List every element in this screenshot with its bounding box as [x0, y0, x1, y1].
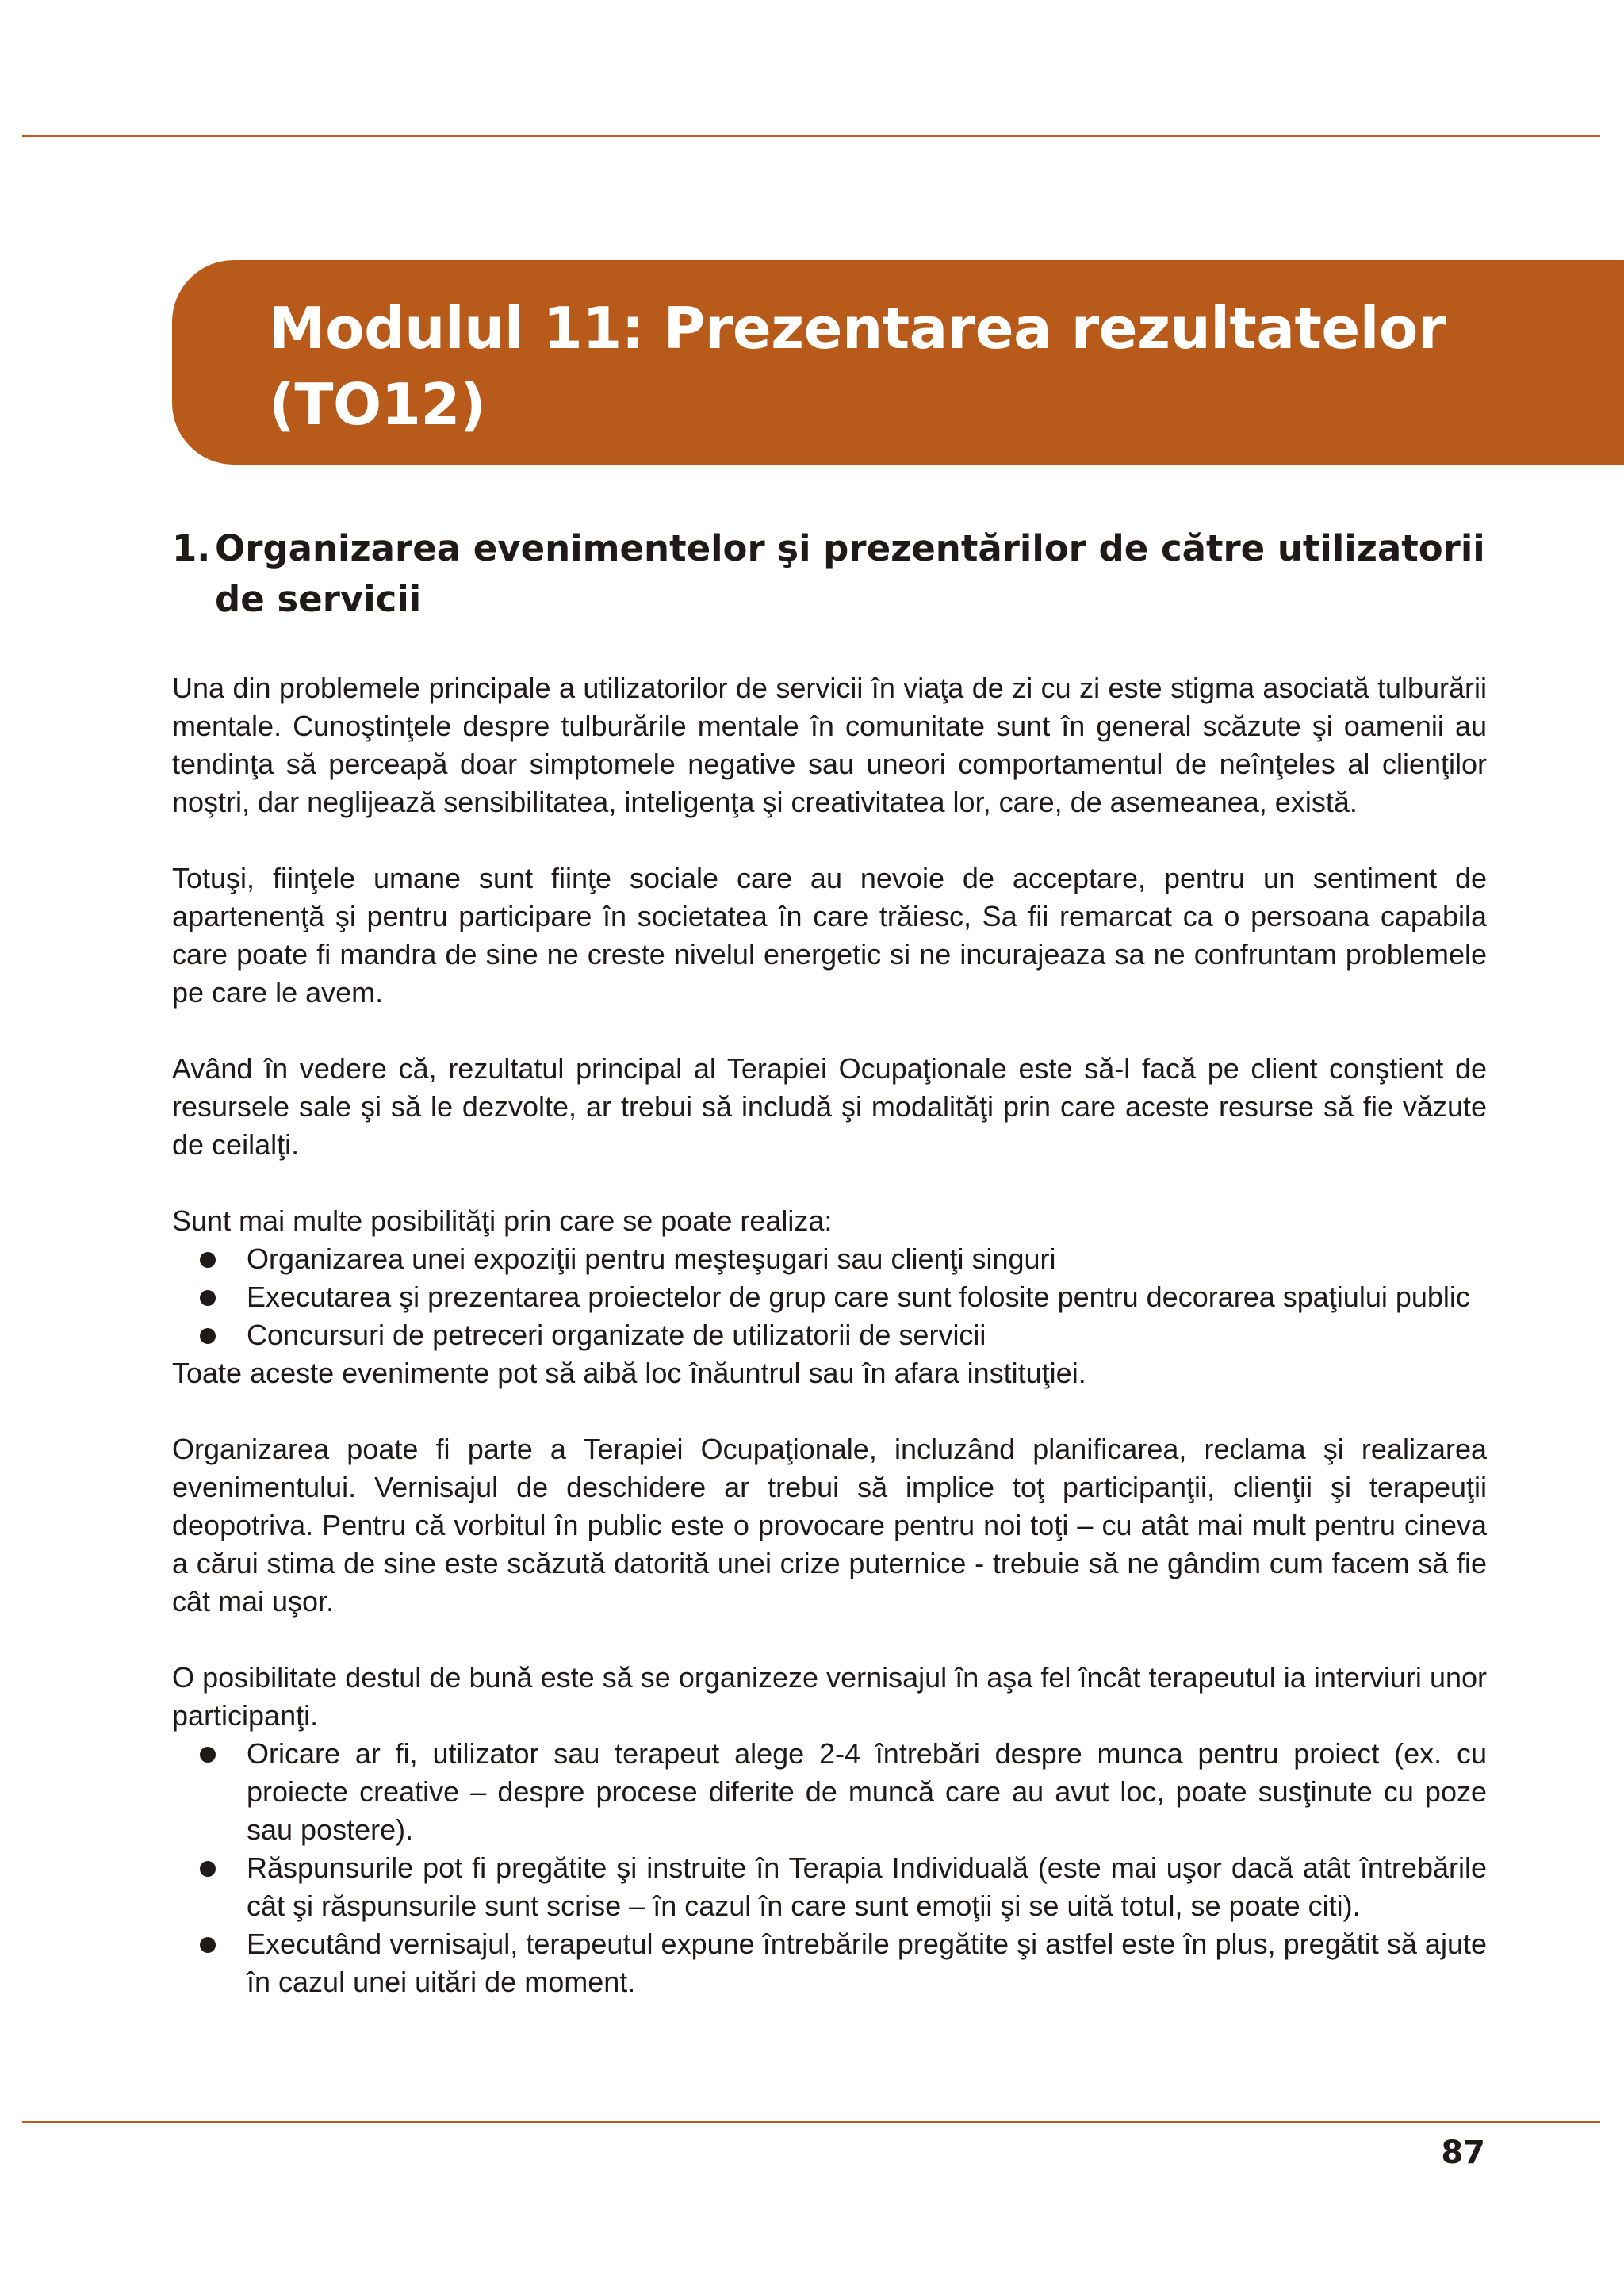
interview-list — [172, 1735, 1487, 2001]
bottom-rule — [22, 2121, 1600, 2123]
bullet-icon — [200, 1328, 216, 1344]
list-item — [172, 1316, 1487, 1354]
paragraph-main-result: Având în vedere că, rezultatul principal al Terapiei Ocupaţionale este să-l facă pe client conştient de resursele sale şi să le dezvolte, ar trebui să includă şi modalităţi prin care aceste resurse să fie văzute de ceilalţi. — [172, 1052, 1487, 1161]
bullet-icon — [200, 1937, 216, 1953]
module-title-line-2: (TO12) — [269, 371, 486, 438]
bullet-icon — [200, 1252, 216, 1268]
list-item — [172, 1735, 1487, 1849]
list-item-text: Organizarea unei expoziţii pentru meşteşugari sau clienţi singuri — [247, 1242, 1056, 1275]
bullet-icon — [200, 1861, 216, 1877]
list-item — [172, 1925, 1487, 2001]
list-item-text: Executând vernisajul, terapeutul expune întrebările pregătite şi astfel este în plus, pregătit să ajute în cazul unei uitări de moment. — [247, 1928, 1487, 1998]
section-title: Organizarea evenimentelor şi prezentărilor de către utilizatorii de servicii — [215, 527, 1485, 620]
list-item-text: Executarea şi prezentarea proiectelor de grup care sunt folosite pentru decorarea spaţiului public — [247, 1281, 1470, 1313]
page-content — [172, 523, 1487, 2001]
list-item — [172, 1849, 1487, 1925]
page-number: 87 — [1441, 2134, 1485, 2171]
possibilities-outro: Toate aceste evenimente pot să aibă loc înăuntrul sau în afara instituţiei. — [172, 1357, 1086, 1389]
possibilities-list — [172, 1240, 1487, 1354]
module-title — [269, 290, 1624, 442]
bullet-icon — [200, 1290, 216, 1306]
module-title-line-1: Modulul 11: Prezentarea rezultatelor — [269, 295, 1446, 362]
module-banner — [172, 260, 1624, 465]
interview-intro: O posibilitate destul de bună este să se organizeze vernisajul în aşa fel încât terapeutul ia interviuri unor participanţi. — [172, 1661, 1487, 1732]
list-item — [172, 1240, 1487, 1278]
section-heading — [172, 523, 1487, 625]
list-item — [172, 1278, 1487, 1316]
list-item-text: Concursuri de petreceri organizate de utilizatorii de servicii — [247, 1319, 986, 1351]
possibilities-intro: Sunt mai multe posibilităţi prin care se poate realiza: — [172, 1204, 833, 1237]
paragraph-social-beings: Totuşi, fiinţele umane sunt fiinţe sociale care au nevoie de acceptare, pentru un sentiment de apartenenţă şi pentru participare în societatea în care trăiesc, Sa fii remarcat ca o persoana capabila care poate fi mandra de sine ne creste nivelul energetic si ne incurajeaza sa ne confruntam problemele pe care le avem. — [172, 862, 1487, 1009]
top-rule — [22, 135, 1600, 137]
paragraph-organization: Organizarea poate fi parte a Terapiei Ocupaţionale, incluzând planificarea, reclama şi realizarea evenimentului. Vernisajul de deschidere ar trebui să implice toţ participanţii, clienţii şi terapeuţii deopotriva. Pentru că vorbitul în public este o provocare pentru noi toţi – cu atât mai mult pentru cineva a cărui stima de sine este scăzută datorită unei crize puternice - trebuie să ne gândim cum facem să fie cât mai uşor. — [172, 1433, 1487, 1618]
section-number: 1. — [172, 527, 211, 569]
paragraph-stigma: Una din problemele principale a utilizatorilor de servicii în viaţa de zi cu zi este stigma asociată tulburării mentale. Cunoştinţele despre tulburările mentale în comunitate sunt în general scăzute şi oamenii au tendinţa să perceapă doar simptomele negative sau uneori comportamentul de neînţeles al clienţilor noştri, dar neglijează sensibilitatea, inteligenţa şi creativitatea lor, care, de asemeanea, există. — [172, 672, 1487, 818]
list-item-text: Răspunsurile pot fi pregătite şi instruite în Terapia Individuală (este mai uşor dacă atât întrebările cât şi răspunsurile sunt scrise – în cazul în care sunt emoţii şi se uită totul, se poate citi). — [247, 1851, 1487, 1922]
list-item-text: Oricare ar fi, utilizator sau terapeut alege 2-4 întrebări despre munca pentru proiect (ex. cu proiecte creative – despre procese diferite de muncă care au avut loc, poate susţinute cu poze sau postere). — [247, 1737, 1487, 1846]
bullet-icon — [200, 1747, 216, 1763]
